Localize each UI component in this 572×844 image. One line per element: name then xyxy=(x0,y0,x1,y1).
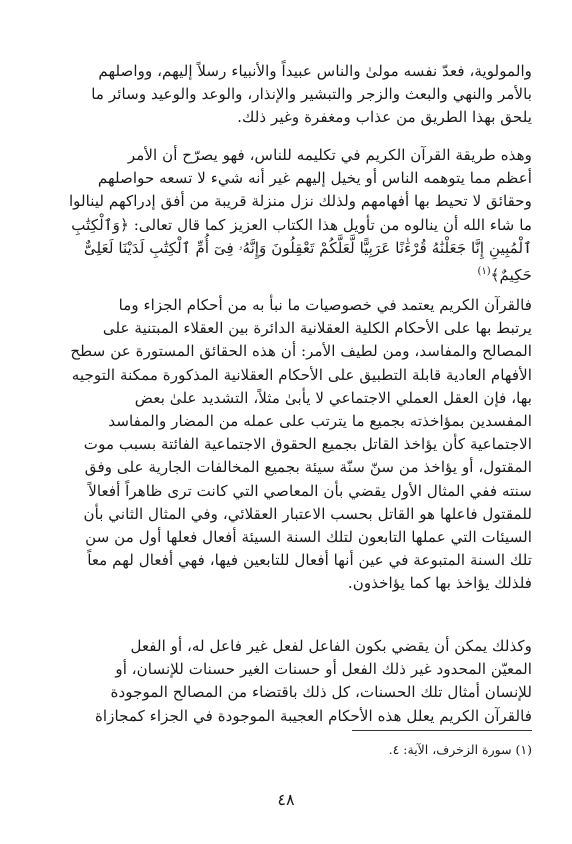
paragraph-line: المعيّن المحدود غير ذلك الفعل أو حسنات الغير حسنات للإنسان، أو xyxy=(115,660,532,679)
quran-verse-line-end xyxy=(40,260,532,287)
paragraph-line: يلحق بهذا الطريق من عذاب ومغفرة وغير ذلك. xyxy=(237,108,532,127)
paragraph-line: للإنسان أمثال تلك الحسنات، كل ذلك باقتضاء من المصالح الموجودة xyxy=(110,683,532,702)
paragraph-line: فالقرآن الكريم يعتمد في خصوصيات ما نبأ به من أحكام الجزاء وما xyxy=(118,296,532,314)
footnote-reference: (١) xyxy=(477,266,491,278)
paragraph-line: المقتول، أو يؤاخذ من سنّ سنّة سيئة بجميع المخالفات الجارية على وفق xyxy=(84,458,532,477)
paragraph-line: ما شاء الله أن ينالوه من تأويل هذا الكتاب العزيز كما قال تعالى: ﴿وَٱلْكِتَٰبِ xyxy=(71,215,532,234)
paragraph-line: والمولوية، فعدّ نفسه مولىٰ والناس عبيداً والأنبياء رسلاً إليهم، وواصلهم xyxy=(98,62,532,80)
paragraph-line: تلك السنة المتبوعة في عين أنها أفعال للتابعين فيها، فهي أفعال لهم معاً xyxy=(87,551,532,570)
paragraph-line: وحقائق لا تحيط بها أفهامهم ولذلك نزل منزلة قريبة من أفق إدراكهم لينالوا xyxy=(68,192,532,211)
paragraph-line: فالقرآن الكريم يعلل هذه الأحكام العجيبة الموجودة في الجزاء كمجازاة xyxy=(94,706,532,725)
paragraph-line: المفسدين بمؤاخذته بجميع ما يترتب على عمله من المضار والمفاسد xyxy=(108,412,532,431)
paragraph-line: وكذلك يمكن أن يقضي بكون الفاعل لفعل غير فاعل له، أو الفعل xyxy=(130,637,532,655)
paragraph-4 xyxy=(40,635,532,728)
paragraph-line: السيئات التي عملها التابعون لتلك السنة السيئة أفعال فعلها أول من سن xyxy=(85,528,532,547)
paragraph-line: أعظم مما يتوهمه الناس أو يخيل إليهم غير أنه شيء لا تسعه حواصلهم xyxy=(97,169,532,188)
paragraph-line: بالأمر والنهي والبعث والزجر والتبشير والإنذار، والوعد والوعيد وسائر ما xyxy=(91,85,532,104)
paragraph-2 xyxy=(40,144,532,287)
page-number: ٤٨ xyxy=(277,790,295,809)
paragraph-line: سنته ففي المثال الأول يقضي بأن المعاصي التي كانت ترى ظاهراً أفعالاً xyxy=(88,481,532,500)
paragraph-line: فلذلك يؤاخذ بها كما يؤاخذون. xyxy=(347,574,532,593)
paragraph-line: للمقتول فاعلها هو القاتل بحسب الاعتبار العقلائي، وفي المثال الثاني بأن xyxy=(83,504,532,523)
paragraph-line: الأفهام العادية قابلة التطبيق على الأحكام العقلانية المذكورة ممكنة التوجيه xyxy=(71,365,532,384)
paragraph-3 xyxy=(40,294,532,596)
paragraph-1 xyxy=(40,60,532,130)
paragraph-line: بها، فإن العقل العملي الاجتماعي لا يأبىٰ مثلاً، التشديد علىٰ بعض xyxy=(134,388,532,407)
paragraph-line: يرتبط بها على الأحكام الكلية العقلانية الدائرة بين العقلاء المبتنية على xyxy=(102,319,532,338)
paragraph-line: الاجتماعية كأن يؤاخذ القاتل بجميع الحقوق الاجتماعية الفائتة بسبب موت xyxy=(83,435,532,454)
paragraph-line: المصالح والمفاسد، ومن لطيف الأمر: أن هذه الحقائق المستورة عن سطح xyxy=(70,342,532,361)
quran-verse-tail: حَكِيمٌ﴾ xyxy=(490,266,532,285)
footnote: (١) سورة الزخرف، الآية: ٤. xyxy=(388,742,532,757)
footnote-divider xyxy=(352,730,532,731)
paragraph-line: وهذه طريقة القرآن الكريم في تكليمه للناس، فهو يصرّح أن الأمر xyxy=(127,146,532,164)
quran-verse-line: ٱلْمُبِينِ إِنَّا جَعَلْنَٰهُ قُرْءَٰنًا عَرَبِيًّا لَّعَلَّكُمْ تَعْقِلُونَ وَإِنَّهُۥ فِىٓ أُمِّ ٱلْكِتَٰبِ لَدَيْنَا لَعَلِىٌّ xyxy=(83,238,532,257)
